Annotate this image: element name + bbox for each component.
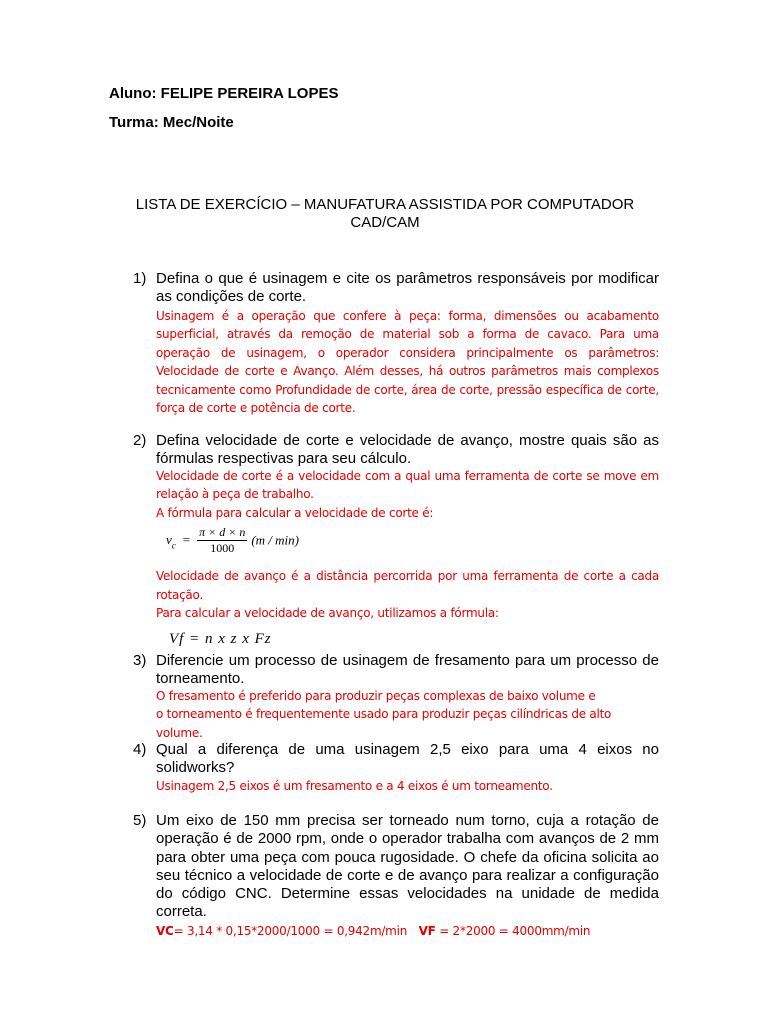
question-number: 5) bbox=[133, 812, 147, 829]
question-text: Um eixo de 150 mm precisa ser torneado num torno, cuja a rotação de operação é de 2000 rpm, onde o operador trabalha com avanços de 2 mm para obter uma peça com pouca rugosidade. O chefe da oficina solicita ao seu técnico a velocidade de corte e de avanço para realizar a configuração do código CNC. Determine essas velocidades na unidade de medida correta. bbox=[156, 812, 659, 921]
answer-text: Usinagem é a operação que confere à peça: forma, dimensões ou acabamento superficial, através da remoção de material sob a forma de cavaco. Para uma operação de usinagem, o operador considera principalmente os parâmetros: Velocidade de corte e Avanço. Além desses, há outros parâmetros mais complexos tecnicamente como Profundidade de corte, área de corte, pressão específica de corte, força de corte e potência de corte. bbox=[156, 309, 659, 416]
answer-text bbox=[156, 567, 659, 622]
vf-label: VF bbox=[418, 923, 436, 938]
answer-line: o torneamento é frequentemente usado para produzir peças cilíndricas de alto volume. bbox=[156, 707, 612, 740]
question-4 bbox=[133, 741, 659, 795]
formula-equals: = bbox=[182, 532, 191, 548]
formula-unit: (m / min) bbox=[251, 532, 300, 548]
vc-label: VC bbox=[156, 923, 174, 938]
cutting-speed-formula bbox=[166, 525, 659, 559]
answer-line: Velocidade de corte é a velocidade com a qual uma ferramenta de corte se move em relação à peça de trabalho. bbox=[156, 469, 659, 502]
formula-lhs: v bbox=[166, 532, 172, 548]
question-number: 3) bbox=[133, 652, 147, 669]
answer-text bbox=[156, 687, 659, 742]
formula-subscript: c bbox=[171, 540, 176, 551]
answer-line: O fresamento é preferido para produzir peças complexas de baixo volume e bbox=[156, 689, 596, 703]
answer-line: Velocidade de avanço é a distância percorrida por uma ferramenta de corte a cada rotação. bbox=[156, 569, 659, 602]
question-5 bbox=[133, 812, 659, 940]
formula-denominator: 1000 bbox=[210, 541, 235, 556]
question-text: Qual a diferença de uma usinagem 2,5 eixo para uma 4 eixos no solidworks? bbox=[156, 741, 659, 776]
question-2 bbox=[133, 432, 659, 648]
question-number: 2) bbox=[133, 432, 147, 449]
answer-line: A fórmula para calcular a velocidade de corte é: bbox=[156, 505, 434, 520]
question-3 bbox=[133, 652, 659, 742]
question-text: Defina velocidade de corte e velocidade de avanço, mostre quais são as fórmulas respectivas para seu cálculo. bbox=[156, 432, 659, 467]
question-number: 1) bbox=[133, 270, 147, 287]
question-text: Defina o que é usinagem e cite os parâmetros responsáveis por modificar as condições de corte. bbox=[156, 270, 659, 305]
vf-result: = 2*2000 = 4000mm/min bbox=[435, 923, 591, 938]
answer-text bbox=[156, 922, 659, 940]
answer-text bbox=[156, 467, 659, 522]
feed-speed-formula bbox=[161, 630, 659, 648]
title-line-2: CAD/CAM bbox=[350, 214, 420, 231]
question-text: Diferencie um processo de usinagem de fresamento para um processo de torneamento. bbox=[156, 652, 659, 687]
class-name: Turma: Mec/Noite bbox=[109, 114, 234, 131]
vc-result: = 3,14 * 0,15*2000/1000 = 0,942m/min bbox=[173, 923, 408, 938]
title-line-1: LISTA DE EXERCÍCIO – MANUFATURA ASSISTIDA POR COMPUTADOR bbox=[135, 196, 635, 213]
formula-vf: Vf = n x z x Fz bbox=[169, 631, 272, 648]
formula-fraction bbox=[197, 525, 247, 556]
answer-text: Usinagem 2,5 eixos é um fresamento e a 4 eixos é um torneamento. bbox=[156, 779, 553, 793]
document-title bbox=[100, 196, 670, 232]
answer-line: Para calcular a velocidade de avanço, utilizamos a fórmula: bbox=[156, 606, 499, 621]
formula-numerator: π × d × n bbox=[199, 525, 246, 540]
student-name: Aluno: FELIPE PEREIRA LOPES bbox=[109, 85, 339, 102]
question-number: 4) bbox=[133, 741, 147, 758]
question-1 bbox=[133, 270, 659, 417]
